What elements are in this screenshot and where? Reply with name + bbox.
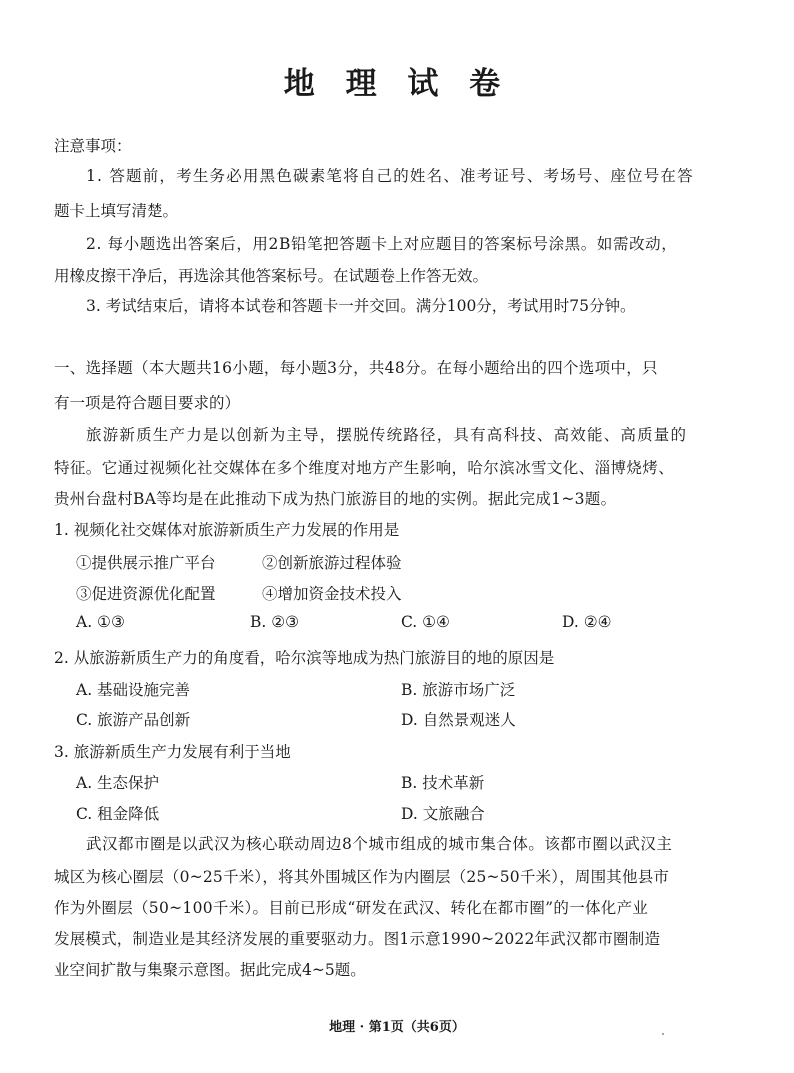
option-c: C. 租金降低 bbox=[76, 805, 160, 823]
option-d: D. ②④ bbox=[562, 613, 612, 631]
question-stem: 3. 旅游新质生产力发展有利于当地 bbox=[54, 743, 291, 761]
option-d: D. 自然景观迷人 bbox=[401, 711, 516, 729]
statement: ④增加资金技术投入 bbox=[262, 585, 402, 603]
option-b: B. 技术革新 bbox=[401, 774, 485, 792]
passage-text: 业空间扩散与集聚示意图。据此完成4~5题。 bbox=[54, 961, 366, 979]
passage-text: 旅游新质生产力是以创新为主导，摆脱传统路径，具有高科技、高效能、高质量的 bbox=[86, 426, 688, 444]
statement: ③促进资源优化配置 bbox=[76, 585, 216, 603]
option-b: B. ②③ bbox=[250, 613, 300, 631]
option-a: A. ①③ bbox=[76, 613, 125, 631]
option-a: A. 生态保护 bbox=[76, 774, 160, 792]
option-c: C. ①④ bbox=[401, 613, 450, 631]
passage-text: 武汉都市圈是以武汉为核心联动周边8个城市组成的城市集合体。该都市圈以武汉主 bbox=[86, 835, 673, 853]
page-footer: 地理 · 第1页（共6页） bbox=[329, 1020, 465, 1035]
notice-item: 1. 答题前，考生务必用黑色碳素笔将自己的姓名、准考证号、考场号、座位号在答 bbox=[86, 167, 694, 185]
passage-text: 城区为核心圈层（0~25千米），将其外围城区作为内圈层（25~50千米），周围其他县市 bbox=[54, 868, 670, 886]
notice-item: 3. 考试结束后，请将本试卷和答题卡一并交回。满分100分，考试用时75分钟。 bbox=[86, 297, 636, 315]
exam-title: 地 理 试 卷 bbox=[283, 66, 511, 102]
question-stem: 2. 从旅游新质生产力的角度看，哈尔滨等地成为热门旅游目的地的原因是 bbox=[54, 649, 555, 667]
notice-item: 2. 每小题选出答案后，用2B铅笔把答题卡上对应题目的答案标号涂黑。如需改动， bbox=[86, 235, 678, 253]
statement: ①提供展示推广平台 bbox=[76, 554, 216, 572]
section-heading: 有一项是符合题目要求的） bbox=[54, 394, 241, 412]
passage-text: 发展模式，制造业是其经济发展的重要驱动力。图1示意1990~2022年武汉都市圈制造 bbox=[54, 930, 661, 948]
passage-text: 特征。它通过视频化社交媒体在多个维度对地方产生影响，哈尔滨冰雪文化、淄博烧烤、 bbox=[54, 459, 675, 477]
passage-text: 作为外圈层（50~100千米）。目前已形成“研发在武汉、转化在都市圈”的一体化产业 bbox=[54, 899, 649, 917]
passage-text: 贵州台盘村BA等均是在此推动下成为热门旅游目的地的实例。据此完成1~3题。 bbox=[54, 490, 617, 508]
option-b: B. 旅游市场广泛 bbox=[401, 681, 516, 699]
section-heading: 一、选择题（本大题共16小题，每小题3分，共48分。在每小题给出的四个选项中，只 bbox=[54, 359, 658, 377]
notice-heading: 注意事项： bbox=[54, 137, 132, 155]
statement: ②创新旅游过程体验 bbox=[262, 554, 402, 572]
notice-item: 用橡皮擦干净后，再选涂其他答案标号。在试题卷上作答无效。 bbox=[54, 267, 489, 285]
notice-item: 题卡上填写清楚。 bbox=[54, 202, 179, 220]
question-stem: 1. 视频化社交媒体对旅游新质生产力发展的作用是 bbox=[54, 521, 400, 539]
option-a: A. 基础设施完善 bbox=[76, 681, 191, 699]
option-c: C. 旅游产品创新 bbox=[76, 711, 191, 729]
option-d: D. 文旅融合 bbox=[401, 805, 485, 823]
scan-speck bbox=[662, 1033, 664, 1035]
